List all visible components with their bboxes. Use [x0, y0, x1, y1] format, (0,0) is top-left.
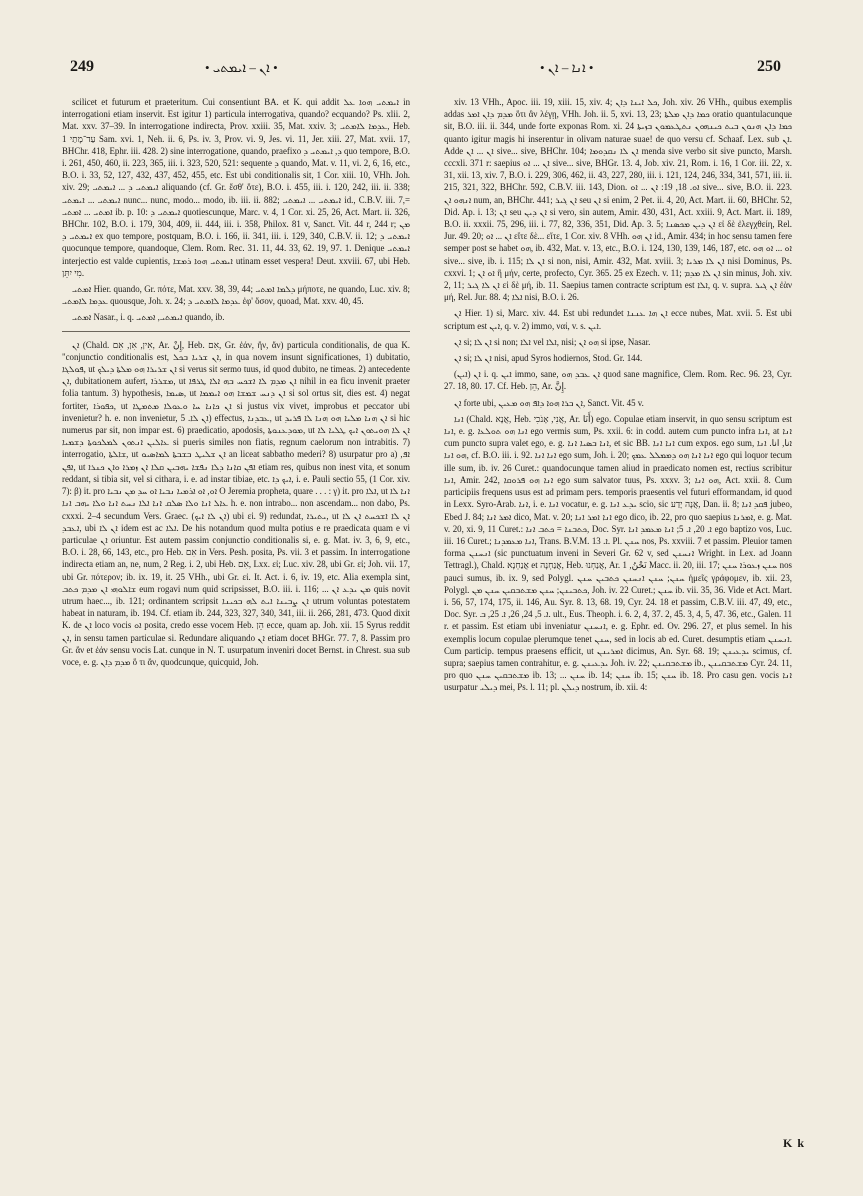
entry-paragraph: ܐܢ forte ubi, ܐܢ ܒܪܐ ܗܘܐ ܕܐܦ ܗܘ ܡܥܝܢ, Sanct. Vit. 45 v. — [454, 397, 644, 408]
left-column — [62, 96, 410, 1156]
entry-paragraph: ܐܢ Hier. 1) si, Marc. xiv. 44. Est ubi redundet ܐܢ ܗܐ ܥܢܢܐ ecce nubes, Mat. xvii. 5. Est ubi scriptum est ܐܝܢ, q. v. 2) immo, ναί, v. s. ܐܝܢ. — [444, 308, 792, 331]
page-number-left: 249 — [70, 58, 94, 75]
entry-paragraph: ܐܢ (ܐܝܢ) i. q. ܐܝܢ immo, sane, ܐܢ ܥܒܕ ܗܘ quod sane magnifice, Clem. Rom. Rec. 96. 23, Cyr. 27. 18, 80. 17. Cf. Heb. הֵן, Ar. إِنَّ. — [444, 369, 792, 392]
entry-paragraph: ܐܢܐ (Chald. אֲנָא, Heb. אֲנִי, אָנֹכִי, Ar. أَنَا) ego. Copulae etiam inservit, in quo sensu scriptum est ܐܢܐ, e. g. ܐܢܐ ܗܘ ܬܘܠܥܐ ego vermis sum, Ps. xxii. 6: in codd. autem cum puncto infra ܐܢܐ, at ܐܢܐ cum puncto supra valet ego, e. g. ܐܢܐ ܒܣܝܐ ܐܢܐ, et sic BB. ܐܢܐ ܐܢܐ cum expos. ego sum, ܐنا, انا. ܐܢܐ ܗܘ ܐܢܐ, cf. B.O. iii. i. 92. ܐܢܐ ܐܢܐ ego sum, Joh. i. 20; ܐܢܐ ܐܢܐ ܗܘ ܕܡܡܠܠ ܥܡܟ ego qui loquor tecum ille sum, ib. iv. 26 Curet.: quandocunque tamen aliud in praedicato nomen est, rectius scribitur ܐܢܐ, Amir. 242, ܐܢܐ ܗܘ ܦܪܘܩܐ ego sum salvator tuus, Ps. xxxv. 3; ܗܘ ܐܢܐ, Act. xxii. 8. Cum participiis frequens usus est ad primam pers. temporis praesentis vel futuri efformandam, id quod in Lexx. Syro-Arab. ܐܢܐ, i. e. ܐܢܐ vocatur, e. g. ܝܕܥ ܐܢܐ scio, sic אֲנָה יָדַע, Dan. ii. 8; ܦܩܕ ܐܢܐ jubeo, Ebed J. 84; ܐܡܪ ܐܢܐ dico, Mat. v. 20; ܐܢܐ ܐܡܪ ܐܢܐ ego dico, ib. 22, pro quo saepius ܐܡܪܢܐ, e. g. Mat. v. 20, xi. 9, 11 Curet.: ܟܬܒܢܐ = ܟܬܒ ܐܢܐ, Doc. Syr. ܐ. 20, ܐ. 5; ܐܢܐ ܡܥܡܕ ܐܢܐ ego baptizo vos, Luc. iii. 16 Curet.; ܐܢܐ ܡܥܡܕܢܐ, Trans. B.V.M. ܐ. 13. Pl. ܚܢܢ nos, Ps. xxviii. 7 et passim. Pleuior tamen forma ܐܢܚܢܢ (sic punctuatum inveni in Severi Gr. 62 v, sed ܐܢܚܢܢ Wright. in Lex. ad Joann Tettragl.), Chald. אֲנַחְנָא et אֲנַחְנָה, Heb. אֲנַחְנוּ, Ar. نَحْنُ, 1 Macc. ii. 20, iii. 17; ܚܢܢ ܙܥܘܪܐ ܚܢܢ nos pauci sumus, ib. ix. 9, sed Polygl. ܚܢܢ; ܚܢܢ ܐܢܚܢܢ ܟܬܒܝܢ ܚܢܢ ἡμεῖς γράφομεν, ib. xii. 23, Polygl. ܟܬܒܝܢܢ; ܚܢܢ ܡܫܬܒܩܝܢ ܚܢܢ ܡܢ, Joh. iv. 22 Curet.; ܚܢܢ ib. vii. 35, 36. Vide et Act. Mart. i. 56, 57, 174, 175, ii. 146, Au. Syr. 8. 13, 68. 19, Cyr. 24. 18 et passim, C.B.V. iii. 47, 49, etc., Doc. Syr. ܐ. 5, 24, 26, ܐ. 25, ܒ. ult., Eus. Theoph. i. 6. 2, 4, 37. 2, 45. 3, 4, 5, 47. 36, etc., Galen. 11 r. et passim. Est etiam ubi inveniatur ܐܢܚܢܢ, e. g. Ephr. ed. Ov. 296. 27, et plus semel. In his exemplis locum copulae plerumque tenet ܚܢܢ, sed in locis ab ed. Curet. desumptis etiam ܐܢܚܢܢ. Cum particip. tempus praesens efficit, ut ܐܡܪܝܢܢ dicimus, An. Syr. 68. 19; ܝܕܥܝܢܢ scimus, cf. supra; saepius tamen contrahitur, e. g. ܝܕܥܝܢܢ Joh. iv. 22; ܡܫܬܒܩܝܢܢ ib., ܡܫܬܒܩܝܢܢ Cyr. 24. 11, pro quo ܡܫܬܒܩܝܢ ܚܢܢ ib. 13; ... ܚܢܢ ib. 14; ܚܢܢ ib. 15; ܚܢܢ ib. 18. Pro casu gen. vocis ܐܢܐ usurpatur ܕܝܠܝ mei, Ps. l. 11; pl. ܕܝܠܢ nostrum, ib. xii. 4: — [444, 413, 792, 693]
entry-paragraph: scilicet et futurum et praeteritum. Cui consentiunt BA. et K. qui addit ܐܝܡܬܝ ܗܘܐ ܥܠ in interrogationi etiam inservit. Est igitur 1) particula interrogativa, quando? ecquando? Ps. xlii. 2, Mat. xxv. 37–39. In interrogatione indirecta, Prov. xxiii. 35, Mat. xxiv. 3; ܥܕܡܐ ܠܐܡܬܝ, Heb. עַד־מָתַי 1 Sam. xvi. 1, Neh. ii. 6, Ps. iv. 3, Prov. vi. 9, Jes. vi. 11, Jer. xiii. 27, Mat. xvii. 17, BHChr. 418, Ephr. iii. 428. 2) sine interrogatione, quando, praefixo ܕ, ܐܝܡܬܝ ܕ quo tempore, B.O. i. 261, 450, 460, ii. 223, 365, iii. i. 323, 520, 521: sequente ܕ quando, Mat. v. 11, vi. 2, 6, 16, etc., B.O. i. 33, 52, 127, 432, 437, 452, 455, etc. Est ubi conditionalis sit, 1 Cor. xiii. 10, VHh. Joh. xiv. 29; ܐܝܡܬܝ ܕ ... ܐܝܡܬܝ aliquando (cf. Gr. ἔσθ' ὅτε), B.O. i. 455, iii. i. 120, 242, iii. ii. 338; ܐܝܡܬܝ ... ܐܝܡܬܝ nunc... nunc, modo... modo, ib. iii. ii. 882; ܐܝܡܬܝ ... ܐܝܡܬܝ id., C.B.V. iii. 7,= ܐܡܬܝ ... ܐܡܬܝ ib. p. 10: ܐܝܡܬܝ ܕ quotiescunque, Marc. v. 4, 1 Cor. xi. 25, 26, Act. Mart. ii. 326, BHChr. 102, B.O. i. 179, 304, 409, ii. 444, iii. i. 358, Philox. 81 v, Sanct. Vit. 44 r, 244 r; ܡܢ ܐܝܡܬܝ ܕ ex quo tempore, postquam, B.O. i. 166, ii. 341, iii. i. 129, 340, C.B.V. ii. 12; ܐܝܡܬܝ ܕ quocunque tempore, quandoque, Clem. Rom. Rec. 31. 11, 44. 33, 62. 19, 97. 1. Denique ܐܝܡܬܝ interjectio est valde cupientis, ܐܝܡܬܝ ܗܘܐ ܪܡܫܐ utinam esset vespera! Deut. xxviii. 67, ubi Heb. מִי יִתֵּן. — [62, 97, 410, 278]
entry-paragraph: ܐܡܬܝ Nasar., i. q. ܐܝܡܬܝ, ܐܡܬܝ quando, ib. — [72, 312, 225, 323]
entry-paragraph: xiv. 13 VHh., Apoc. iii. 19, xiii. 15, xiv. 4; ܟܠ ܐܝܢܐ ܕܐܢ, Joh. xiv. 26 VHh., quibus exemplis addas ܡܕܡ ܕܐܢ ܐܡܪ ὅτι ἂν λέγῃ, VHh. Joh. ii. 5, xvi. 13, 23; ܟܡܐ ܕܐܢ ܡܠܬܐ oratio quantulacunque sit, B.O. iii. ii. 344, unde forte exponas Rom. xi. 24 ܟܡܐ ܕܐܢ ܗܢܘܢ ܒܝܬ ܟܝܢܗܘܢ ܢܬܛܥܡܘܢ ܒܙܝܬܐ quanto igitur magis hi inserentur in olivam naturae suae! de quo versu cf. Schaaf. Lex. sub ܐܢ. Adde ܐܢ ... ܐܢ sive... sive, BHChr. 104; ܐܢ ܠܐ ܢܩܕܘܡܐ menda sive verbo sit sive puncto, Marsh. cccxli. 371 r: saepius ܐܢ ... ܐܘ sive... sive, BHGr. 13. 4, Job. xiv. 21, Rom. i. 16, 1 Cor. iii. 22, x. 31, xii. 13, xiv. 7, B.O. i. 229, 306, 462, ii. 43, 227, 280, iii. i. 121, 124, 246, 334, 341, 571, iii. ii. 215, 321, 322, BHChr. 592, C.B.V. iii. 143, Dion. ܐܘ. 18, 19: ܐܢ ... ܐܘ sive... sive, B.O. ii. 223. ܐܢܗܘ ܐܢ num, an, BHChr. 441; ܐܢ ܓܝܪ seu ܐܢ si enim, 2 Pet. ii. 4, 20, Act. Mart. ii. 60, BHChr. 52, Did. Ap. i. 13; ܐܢ seu ܐܢ ܕܝܢ si vero, sin autem, Amir. 430, 431, Act. xxiii. 9, Act. Mart. ii. 189, B.O. ii. xxxii. 75, 296, iii. i. 77, 82, 336, 351, Did. Ap. 3. 5; ܐܢ ܕܝܢ ܡܟܣܢܐ εἰ δὲ ἐλεγχθείη, Rel. Jur. 49. 20; ܐܢ ... ܐܘ εἴτε δὲ... εἴτε, 1 Cor. xiv. 8 VHh. ܐܢ ܗܘ id., Amir. 434; in hoc sensu tamen fere semper post se habet ܗܘ, ib. 432, Mat. v. 13, etc., B.O. i. 124, 130, 139, 146, 187, etc. ܐܘ ... ܐܘ ܗܘ sive... sive, ib. i. 115; ܐܢ ܠܐ si non, nisi, Amir. 432, Mat. xviii. 3; ܐܢ ܠܐ ܡܪܝܐ nisi Dominus, Ps. cxxvi. 1; ܐܘ ܐܢ ἢ μήν, certe, profecto, Cyr. 365. 25 ex Ezech. v. 11; ܐܢ ܠܐ ܡܕܡ sin minus, Joh. xiv. 2, 11; ܐܢ ܠܐ ܓܝܪ εἰ δὲ μή, ib. 11. Saepius tamen contracte scriptum est ܐܠܐ, q. v. supra. ܐܢ ܓܝܪ ἐὰν μή, Rel. Jur. 88. 4; ܐܠܐ nisi, B.O. i. 26. — [444, 97, 792, 303]
right-column — [444, 96, 792, 1156]
section-rule — [62, 331, 410, 332]
page-header — [0, 58, 863, 82]
running-head-right: • ܐܢܐ – ܐܢ • — [540, 60, 594, 75]
running-head-left: • ܐܢ – ܐܝܡܬܝ • — [205, 60, 278, 75]
entry-paragraph: ܐܡܬܝ Hier. quando, Gr. πότε, Mat. xxv. 38, 39, 44; ܕܠܡܐ ܐܡܬܝ μήποτε, ne quando, Luc. xiv. 8; ܥܕܡܐ ܠܐܡܬܝ quousque, Joh. x. 24; ܥܕܡܐ ܠܐܡܬܝ ܕ ἐφ' ὅσον, quoad, Mat. xxv. 40, 45. — [62, 284, 410, 307]
entry-paragraph: ܐܢ si; ܐܢ ܠܐ si non; ܐܠܐ vel ܐܠܐ, nisi; ܗܘ ܐܢ si ipse, Nasar. — [454, 336, 651, 347]
signature-mark: K k — [783, 1136, 806, 1150]
entry-paragraph: ܐܢ si; ܐܢ ܠܐ nisi, apud Syros hodiernos, Stod. Gr. 144. — [454, 353, 643, 364]
page-number-right: 250 — [757, 58, 781, 75]
entry-paragraph: ܐܢ (Chald. אִין, אִן, אִם, Ar. إِنْ, Heb. אִם, Gr. ἐάν, ἤν, ἄν) particula conditionalis, de qua K. "conjunctio conditionalis est, ܐܢ ܫܪܝܐ ܒܟܠ, in qua novem insunt significationes, 1) dubitatio, ܦܘܠܓܐ, ut ܐܢ ܫܪܝܪܐ ܗܘ ܡܠܬܐ ܕܝܠܟ si verus sit sermo tuus, id quod dubito, ne timeas. 2) antecedente ܐܢ, dubitationem aufert, ܡܫܪܪܐ, ut ܐܢ ܡܕܡ ܠܐ ܐܫܟܚ ܒܗ ܐܠܐ ܛܪܦܐ nihil in ea ficu invenit praeter folia tantum. 3) hypothesis, ܣܝܡܐ, ut ܐܢ ܕܢܚ ܫܡܫܐ ܗܘ ܐܝܡܡܐ si sol ortus sit, dies est. 4) negat fortiter, ܟܦܘܪܐ, ut ܐܢ ܟܐܢܐ ܚܐ ܘܥܘܠܐ ܡܬܡܛܐ si justus vix vivet, improbus et peccator ubi invenietur? h. e. non invenietur, ܐܢ ܠܐ. 5) effectus, ܥܒܕܢܐ, ut ܐܢ ܗܢܐ ܡܠܝܐ ܗܘ ܗܢܐ ܠܐ ܦܪܝܕ si hic numerus par sit, non impar est. 6) praedicatio, apodosis, ܡܘܕܥܢܘܬܐ, ut ܐܢ ܠܐ ܗܘܝܬܘܢ ܐܝܟ ܛܠܝܐ ܠܐ ܥܐܠܝܢ ܐܢܬܘܢ ܠܡܠܟܘܬܐ ܕܫܡܝܐ si pueris similes non fiatis, regnum caelorum non intrabitis. 7) interrogatio, ܫܐܠܬܐ, ut ܐܢ ܫܠܝܛ ܒܫܒܬܐ ܠܡܐܣܝܘ an liceat sabbatho mederi? 8) usurpatur pro a) ܐܦ, ܐܦܢ, ut ܐܦܢ ܩܐܢܐ ܕܠܐ ܢܦܫܐ ܝܗܒܝܢ ܩܠܐ ܐܢ ܙܡܪܐ ܘܐܢ ܟܢܪܐ etiam res, quibus non inest vita, et sonum reddant, si tibia sit, vel si cithara, i. e. ad instar tibiae, etc. ܐܝܟ ܕܐ, i. e. Pauli sectio 55, (1 Cor. xiv. 7): β) it. pro ܐܘ, ܐܘ ܐܪܡܝܐ ܢܒܝܐ ܐܘ ܚܕ ܡܢ ܢܒܝܐ O Jeremia propheta, quare . . . : γ) it. pro ܐܠܐ, ut ܐܢܐ ܠܐ ܥܐܠ ܐܢܐ ܘܠܐ ܣܠܩ ܐܢܐ ܐܠܐ ܢܚܬ ܐܢܐ ܘܠܐ ܝܗܒ ܐܢܐ h. e. non intrabo... non ascendam... non dabo, Ps. cxxxi. 2–4 secundum Vers. Graec. (ܐܢ ܠܐ ܐܝܟ) ubi εἰ. 9) redundat, ܝܬܝܪܐ, ut ܐܢ ܠܐ ܐܫܟܚܬ ܐܢ ܠܐ ܐܥܒܕ, ubi ܐܢ ܠܐ idem est ac ܐܠܐ. De his notandum quod multa potius e re praedicata quam e vi particulae ܐܢ oriuntur. Est autem passim conjunctio conditionalis si, e. g. Mat. iv. 3, 6, 9, etc., B.O. i. 28, 66, 143, etc., pro Heb. אִם in Vers. Pesh. posita, Ps. vii. 3 et passim. In interrogatione indirecta etiam an, ne, num, 2 Reg. i. 2, ubi Heb. אִם, Lxx. εἰ; Luc. xiv. 28, ubi Gr. εἰ; Joh. vii. 17, ubi Gr. πότερον; ib. ix. 19, it. 25 VHh., ubi Gr. εἰ. It. Act. i. 6, iv. 19, etc. Alia exempla sint, ܫܐܠܘܗܝ ܐܢ ܡܕܡ ܟܬܒ eum rogavi num quid scripsisset, B.O. iii. i. 116; ... ܡܢ ܝܕܥ ܐܢ quis novit utrum haec..., ib. 121; ordinantem scripsit ܐܢ ܨܒܝܢܐ ܐܝܬ ܠܗ ܒܟܝܢܐ utrum voluntas potestatem habeat in naturam, ib. 194. Cf. etiam ib. 244, 323, 327, 340, 341, iii. ii. 266, 281, 473. Quod dixit K. de ܐܢ loco vocis ܐܘ posita, credo esse vocem Heb. הֵן ecce, quam ap. Joh. xii. 15 Syrus reddit ܐܢ, in sensu tamen particulae si. Redundare aliquando ܐܢ etiam docet BHGr. 77. 7, 8. Passim pro Gr. ἄν et ἐάν sensu vocis Lat. cunque in N. T. usurpatum inveniri docet Bernst. in Chrest. sua sub voce, e. g. ܡܕܡ ܕܐܢ ὅ τι ἄν, quodcunque, quicquid, Joh. — [62, 339, 410, 667]
